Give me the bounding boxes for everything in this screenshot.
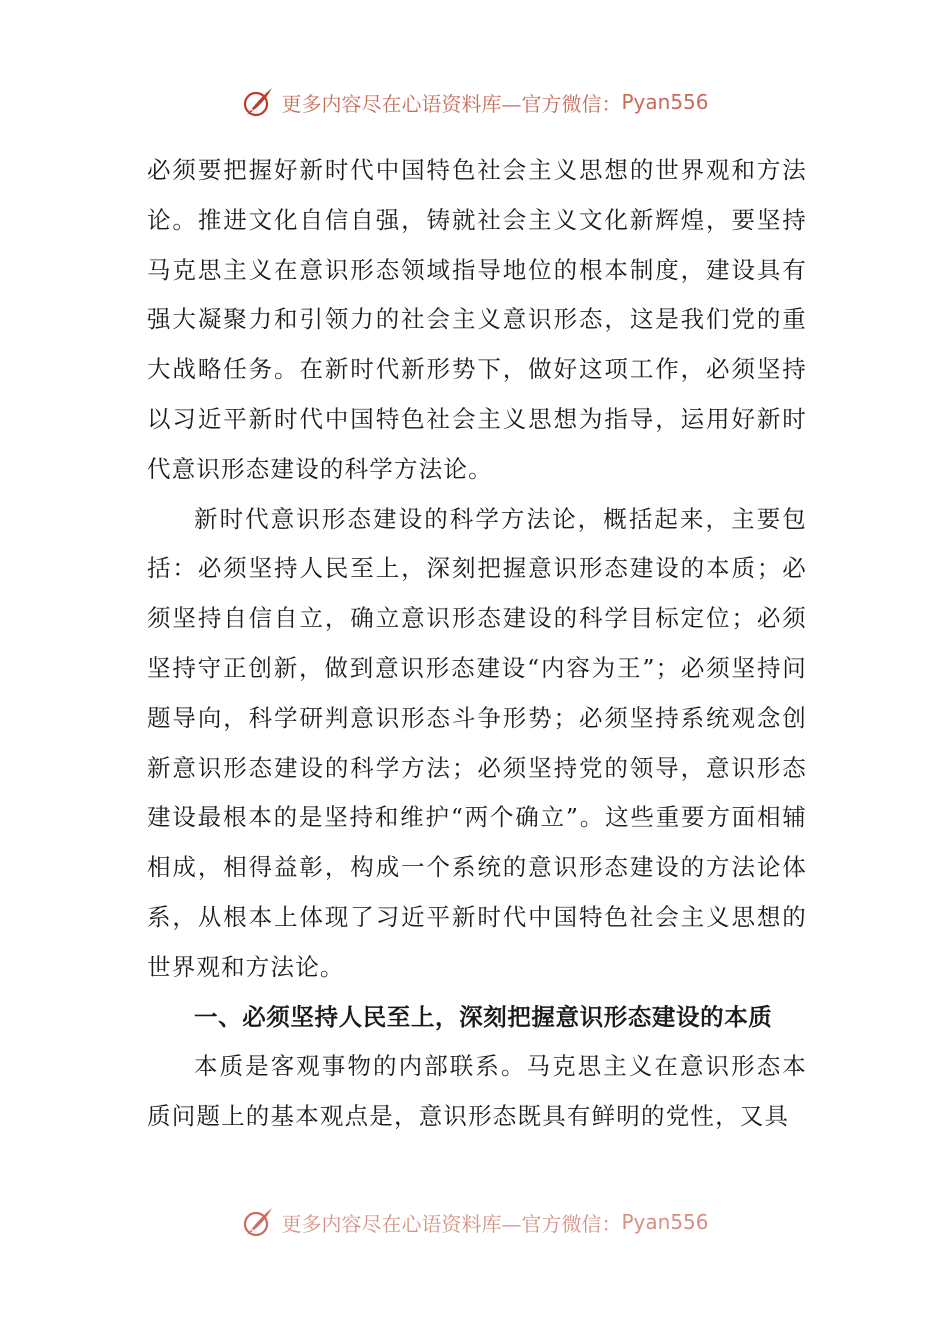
footer-watermark — [0, 1202, 950, 1242]
watermark-wechat-id: Pyan556 — [621, 90, 709, 114]
quill-logo-icon — [241, 85, 275, 119]
watermark-text: 更多内容尽在心语资料库—官方微信： — [281, 91, 622, 116]
paragraph-essence: 本质是客观事物的内部联系。马克思主义在意识形态本质问题上的基本观点是，意识形态既具有鲜明的党性，又具 — [147, 1052, 807, 1131]
section-heading: 一、必须坚持人民至上，深刻把握意识形态建设的本质 — [194, 1002, 773, 1031]
watermark-wechat-id: Pyan556 — [621, 1210, 709, 1234]
header-watermark — [0, 82, 950, 122]
paragraph-methodology: 新时代意识形态建设的科学方法论，概括起来，主要包括：必须坚持人民至上，深刻把握意识形态建设的本质；必须坚持自信自立，确立意识形态建设的科学目标定位；必须坚持守正创新，做到意识形态建设“内容为王”；必须坚持问题导向，科学研判意识形态斗争形势；必须坚持系统观念创新意识形态建设的科学方法；必须坚持党的领导，意识形态建设最根本的是坚持和维护“两个确立”。这些重要方面相辅相成，相得益彰，构成一个系统的意识形态建设的方法论体系，从根本上体现了习近平新时代中国特色社会主义思想的世界观和方法论。 — [147, 504, 807, 981]
watermark-text: 更多内容尽在心语资料库—官方微信： — [281, 1211, 622, 1236]
paragraph-intro: 必须要把握好新时代中国特色社会主义思想的世界观和方法论。推进文化自信自强，铸就社会主义文化新辉煌，要坚持马克思主义在意识形态领域指导地位的根本制度，建设具有强大凝聚力和引领力的社会主义意识形态，这是我们党的重大战略任务。在新时代新形势下，做好这项工作，必须坚持以习近平新时代中国特色社会主义思想为指导，运用好新时代意识形态建设的科学方法论。 — [147, 156, 807, 483]
quill-logo-icon — [241, 1205, 275, 1239]
document-body — [147, 146, 807, 1142]
